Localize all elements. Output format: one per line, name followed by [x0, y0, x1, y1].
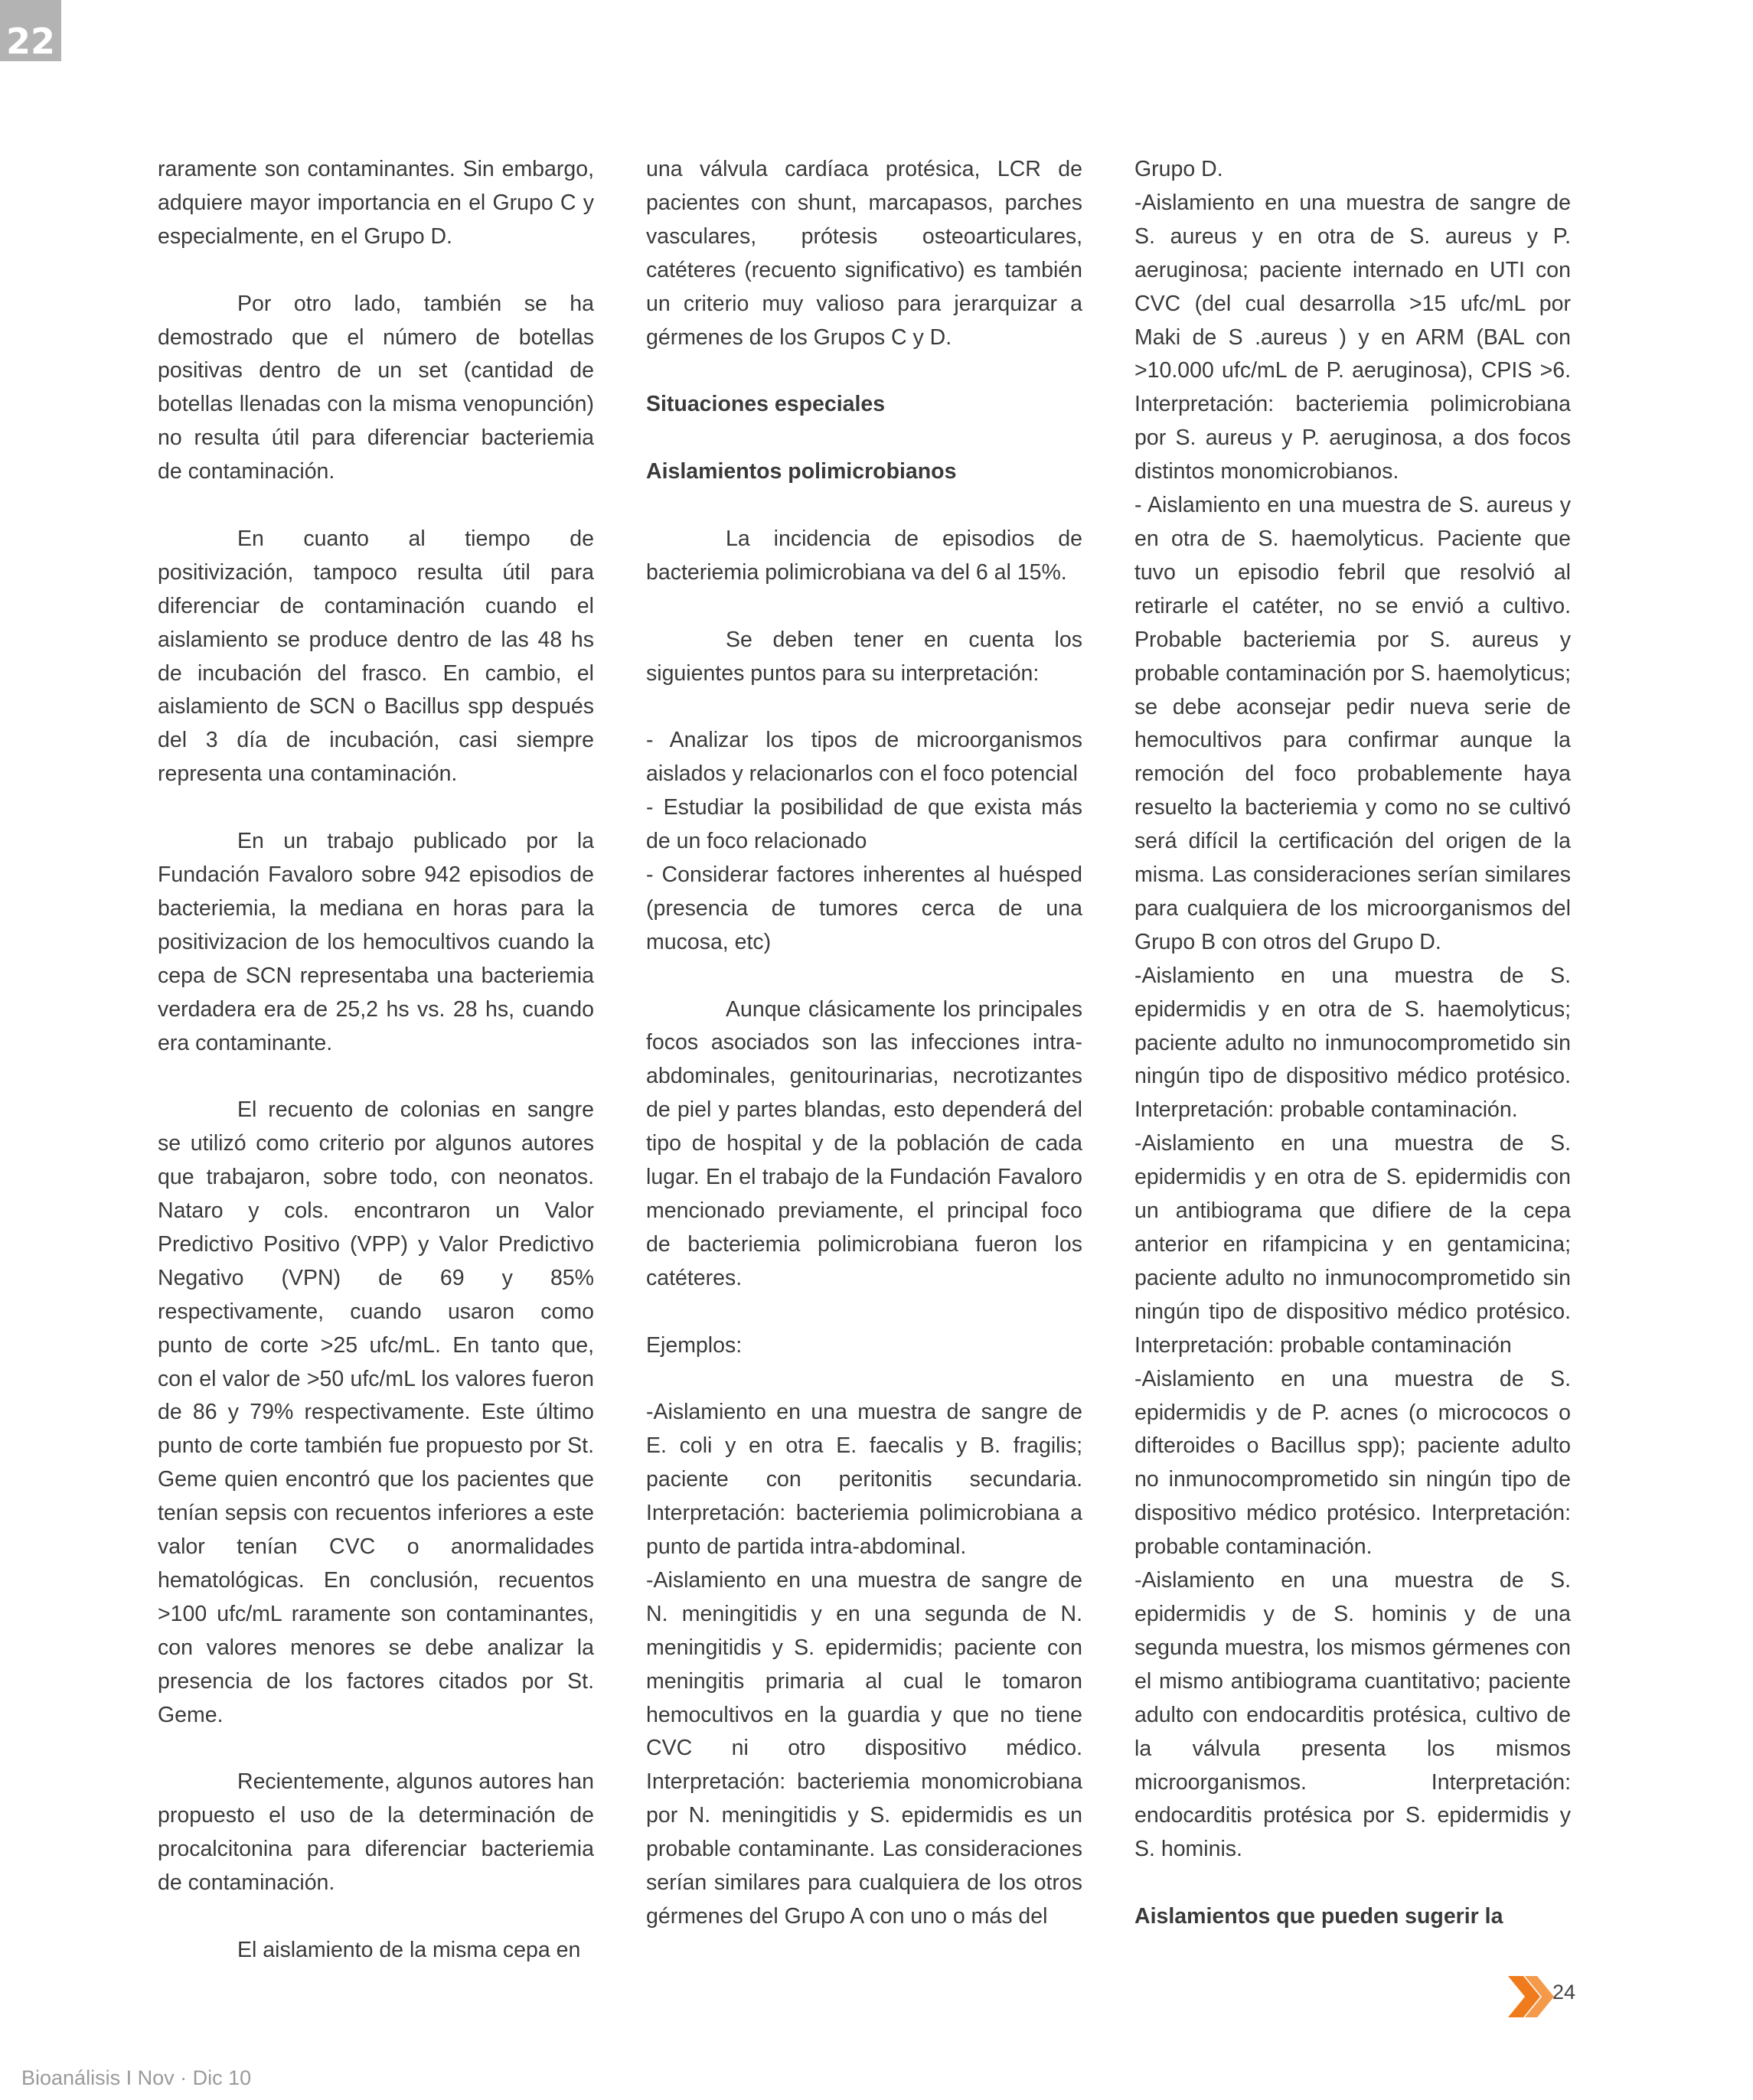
paragraph: una válvula cardíaca protésica, LCR de pacientes con shunt, marcapasos, parches vasculares, prótesis osteoarticulares, catéteres (recuento significativo) es también un criterio muy valioso para jerarquizar a gérmenes de los Grupos C y D.	[646, 157, 1082, 350]
subsection-heading: Aislamientos polimicrobianos	[646, 459, 957, 484]
paragraph: En un trabajo publicado por la Fundación Favaloro sobre 942 episodios de bacteriemia, la mediana en horas para la positivizacion de los hemocultivos cuando la cepa de SCN representaba una bacteriemia verdadera era de 25,2 hs vs. 28 hs, cuando era contaminante.	[158, 829, 594, 1055]
section-heading: Aislamientos que pueden sugerir la	[1134, 1904, 1503, 1929]
paragraph: El recuento de colonias en sangre se utilizó como criterio por algunos autores que trabajaron, sobre todo, con neonatos. Nataro y cols. encontraron un Valor Predictivo Positivo (VPP) y Valor Predictivo Negativo (VPN) de 69 y 85% respectivamente, cuando usaron como punto de corte >25 ufc/mL. En tanto que, con el valor de >50 ufc/mL los valores fueron de 86 y 79% respectivamente. Este último punto de corte también fue propuesto por St. Geme quien encontró que los pacientes que tenían sepsis con recuentos inferiores a este valor tenían CVC o anormalidades hematológicas. En conclusión, recuentos >100 ufc/mL raramente son contaminantes, con valores menores se debe analizar la presencia de los factores citados por St. Geme.	[158, 1097, 594, 1727]
text-column-3	[1134, 153, 1571, 1934]
paragraph: La incidencia de episodios de bacteriemia polimicrobiana va del 6 al 15%.	[646, 526, 1082, 585]
text-column-2	[646, 153, 1082, 1934]
paragraph: En cuanto al tiempo de positivización, tampoco resulta útil para diferenciar de contaminación cuando el aislamiento se produce dentro de las 48 hs de incubación del frasco. En cambio, el aislamiento de SCN o Bacillus spp después del 3 día de incubación, casi siempre representa una contaminación.	[158, 526, 594, 787]
example-item: -Aislamiento en una muestra de sangre de S. aureus y en otra de S. aureus y P. aeruginosa; paciente internado en UTI con CVC (del cual desarrolla >15 ufc/mL por Maki de S .aureus ) y en ARM (BAL con >10.000 ufc/mL de P. aeruginosa), CPIS >6. Interpretación: bacteriemia polimicrobiana por S. aureus y P. aeruginosa, a dos focos distintos monomicrobianos.	[1134, 190, 1571, 484]
page-number-badge: 22	[0, 0, 61, 61]
next-page-arrow-icon	[1508, 1976, 1554, 2017]
page-folio-number: 24	[1552, 1981, 1576, 2004]
example-item: -Aislamiento en una muestra de S. epidermidis y de S. hominis y de una segunda muestra, los mismos gérmenes con el mismo antibiograma cuantitativo; paciente adulto con endocarditis protésica, cultivo de la válvula presenta los mismos microorganismos. Interpretación: endocarditis protésica por S. epidermidis y S. hominis.	[1134, 1568, 1571, 1862]
example-item: -Aislamiento en una muestra de S. epidermidis y en otra de S. haemolyticus; paciente adulto no inmunocomprometido sin ningún tipo de dispositivo médico protésico. Interpretación: probable contaminación.	[1134, 963, 1571, 1123]
examples-label: Ejemplos:	[646, 1332, 743, 1358]
text-column-1	[158, 153, 594, 1968]
paragraph: Recientemente, algunos autores han propuesto el uso de la determinación de procalcitonina para diferenciar bacteriemia de contaminación.	[158, 1769, 594, 1896]
section-heading: Situaciones especiales	[646, 392, 886, 417]
example-item: -Aislamiento en una muestra de S. epidermidis y de P. acnes (o micrococos o difteroides o Bacillus spp); paciente adulto no inmunocomprometido sin ningún tipo de dispositivo médico protésico. Interpretación: probable contaminación.	[1134, 1366, 1571, 1560]
list-item: - Estudiar la posibilidad de que exista más de un foco relacionado	[646, 795, 1082, 854]
example-item: -Aislamiento en una muestra de S. epidermidis y en otra de S. epidermidis con un antibiograma que difiere de la cepa anterior en rifampicina y en gentamicina; paciente adulto no inmunocomprometido sin ningún tipo de dispositivo médico protésico. Interpretación: probable contaminación	[1134, 1131, 1571, 1358]
paragraph: Por otro lado, también se ha demostrado que el número de botellas positivas dentro de un set (cantidad de botellas llenadas con la misma venopunción) no resulta útil para diferenciar bacteriemia de contaminación.	[158, 291, 594, 484]
example-item: -Aislamiento en una muestra de sangre de E. coli y en otra E. faecalis y B. fragilis; paciente con peritonitis secundaria. Interpretación: bacteriemia polimicrobiana a punto de partida intra-abdominal.	[646, 1400, 1082, 1560]
paragraph: raramente son contaminantes. Sin embargo, adquiere mayor importancia en el Grupo C y especialmente, en el Grupo D.	[158, 157, 594, 249]
publication-footer: Bioanálisis I Nov · Dic 10	[21, 2066, 252, 2089]
list-item: - Considerar factores inherentes al huésped (presencia de tumores cerca de una mucosa, etc)	[646, 862, 1082, 954]
paragraph: El aislamiento de la misma cepa en	[237, 1937, 581, 1962]
paragraph: Aunque clásicamente los principales focos asociados son las infecciones intra-abdominales, genitourinarias, necrotizantes de piel y partes blandas, esto dependerá del tipo de hospital y de la población de cada lugar. En el trabajo de la Fundación Favaloro mencionado previamente, el principal foco de bacteriemia polimicrobiana fueron los catéteres.	[646, 996, 1082, 1290]
paragraph: Se deben tener en cuenta los siguientes puntos para su interpretación:	[646, 627, 1082, 686]
paragraph: Grupo D.	[1134, 157, 1223, 181]
example-item: -Aislamiento en una muestra de sangre de N. meningitidis y en una segunda de N. meningitidis y S. epidermidis; paciente con meningitis primaria al cual le tomaron hemocultivos en la guardia y que no tiene CVC ni otro dispositivo médico. Interpretación: bacteriemia monomicrobiana por N. meningitidis y S. epidermidis es un probable contaminante. Las consideraciones serían similares para cualquiera de los otros gérmenes del Grupo A con uno o más del	[646, 1567, 1082, 1929]
list-item: - Analizar los tipos de microorganismos aislados y relacionarlos con el foco potencial	[646, 728, 1082, 787]
example-item: - Aislamiento en una muestra de S. aureus y en otra de S. haemolyticus. Paciente que tuvo un episodio febril que resolvió al retirarle el catéter, no se envió a cultivo. Probable bacteriemia por S. aureus y probable contaminación por S. haemolyticus; se debe aconsejar pedir nueva serie de hemocultivos para confirmar aunque la remoción del foco probablemente haya resuelto la bacteriemia y como no se cultivó será difícil la certificación del origen de la misma. Las consideraciones serían similares para cualquiera de los microorganismos del Grupo B con otros del Grupo D.	[1134, 493, 1571, 954]
